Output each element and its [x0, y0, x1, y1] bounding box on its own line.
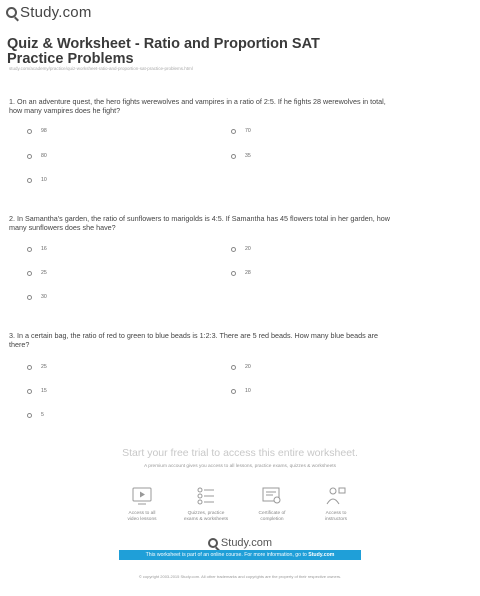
- option-label: 35: [245, 153, 251, 159]
- radio-icon[interactable]: [27, 413, 32, 418]
- study-logo[interactable]: [6, 3, 92, 21]
- q2-option-a[interactable]: [27, 246, 47, 252]
- q3-option-a[interactable]: [27, 364, 47, 370]
- q3-option-d[interactable]: [231, 388, 251, 394]
- copyright: © copyright 2003-2015 Study.com. All other trademarks and copyrights are the property of their respective owners.: [138, 574, 342, 579]
- question-3-text: 3. In a certain bag, the ratio of red to green to blue beads is 1:2:3. There are 5 red beads. How many blue beads are there?: [9, 331, 379, 350]
- source-url: study.com/academy/practice/quiz-worksheet-ratio-and-proportion-sat-practice-problems.html: [9, 66, 193, 71]
- option-label: 25: [41, 364, 47, 370]
- q1-option-b[interactable]: [231, 128, 251, 134]
- radio-icon[interactable]: [27, 295, 32, 300]
- option-label: 10: [245, 388, 251, 394]
- banner-link[interactable]: Study.com: [308, 552, 335, 558]
- feature-quizzes: [178, 485, 234, 523]
- course-banner[interactable]: [119, 550, 361, 560]
- question-1-text: 1. On an adventure quest, the hero fights werewolves and vampires in a ratio of 2:5. If he fights 28 werewolves in total, how many vampires does he fight?: [9, 97, 386, 116]
- radio-icon[interactable]: [231, 389, 236, 394]
- radio-icon[interactable]: [27, 365, 32, 370]
- option-label: 30: [41, 294, 47, 300]
- quizzes-icon: [194, 485, 218, 507]
- option-label: 70: [245, 128, 251, 134]
- premium-promo: [100, 447, 380, 587]
- feature-certificate: [244, 485, 300, 523]
- q2-option-c[interactable]: [27, 270, 47, 276]
- promo-brand-name: Study.com: [220, 537, 273, 549]
- video-lessons-icon: [130, 485, 154, 507]
- radio-icon[interactable]: [231, 365, 236, 370]
- q1-option-e[interactable]: [27, 177, 47, 183]
- option-label: 98: [41, 128, 47, 134]
- radio-icon[interactable]: [27, 154, 32, 159]
- q1-option-c[interactable]: [27, 153, 47, 159]
- option-label: 20: [245, 246, 251, 252]
- radio-icon[interactable]: [27, 129, 32, 134]
- page-title: Quiz & Worksheet - Ratio and Proportion SAT Practice Problems: [7, 36, 320, 67]
- radio-icon[interactable]: [231, 154, 236, 159]
- option-label: 25: [41, 270, 47, 276]
- option-label: 80: [41, 153, 47, 159]
- radio-icon[interactable]: [27, 389, 32, 394]
- option-label: 10: [41, 177, 47, 183]
- feature-label: Quizzes, practice exams & worksheets: [183, 511, 229, 522]
- promo-title: Start your free trial to access this entire worksheet.: [122, 447, 358, 459]
- q3-option-c[interactable]: [27, 388, 47, 394]
- feature-label: Certificate of completion: [258, 511, 286, 522]
- banner-text: This worksheet is part of an online course. For more information, go to: [145, 552, 309, 558]
- study-logo-icon: [208, 538, 218, 548]
- promo-logo[interactable]: [100, 537, 380, 549]
- radio-icon[interactable]: [27, 247, 32, 252]
- instructors-icon: [324, 485, 348, 507]
- q2-option-d[interactable]: [231, 270, 251, 276]
- question-2-text: 2. In Samantha's garden, the ratio of sunflowers to marigolds is 4:5. If Samantha has 45 flowers total in her garden, how many sunflowers does she have?: [9, 214, 390, 233]
- option-label: 15: [41, 388, 47, 394]
- promo-subtitle: A premium account gives you access to all lessons, practice exams, quizzes & worksheets: [144, 464, 336, 469]
- q1-option-d[interactable]: [231, 153, 251, 159]
- option-label: 20: [245, 364, 251, 370]
- study-logo-icon: [6, 7, 17, 18]
- option-label: 16: [41, 246, 47, 252]
- feature-label: Access to all video lessons: [127, 511, 157, 522]
- feature-label: Access to instructors: [324, 511, 348, 522]
- q3-option-b[interactable]: [231, 364, 251, 370]
- feature-video-lessons: [114, 485, 170, 523]
- radio-icon[interactable]: [27, 178, 32, 183]
- q1-option-a[interactable]: [27, 128, 47, 134]
- feature-instructors: [308, 485, 364, 523]
- radio-icon[interactable]: [231, 129, 236, 134]
- certificate-icon: [260, 485, 284, 507]
- brand-name: Study.com: [20, 3, 92, 21]
- radio-icon[interactable]: [27, 271, 32, 276]
- option-label: 5: [41, 412, 44, 418]
- q3-option-e[interactable]: [27, 412, 44, 418]
- radio-icon[interactable]: [231, 271, 236, 276]
- option-label: 28: [245, 270, 251, 276]
- radio-icon[interactable]: [231, 247, 236, 252]
- q2-option-e[interactable]: [27, 294, 47, 300]
- q2-option-b[interactable]: [231, 246, 251, 252]
